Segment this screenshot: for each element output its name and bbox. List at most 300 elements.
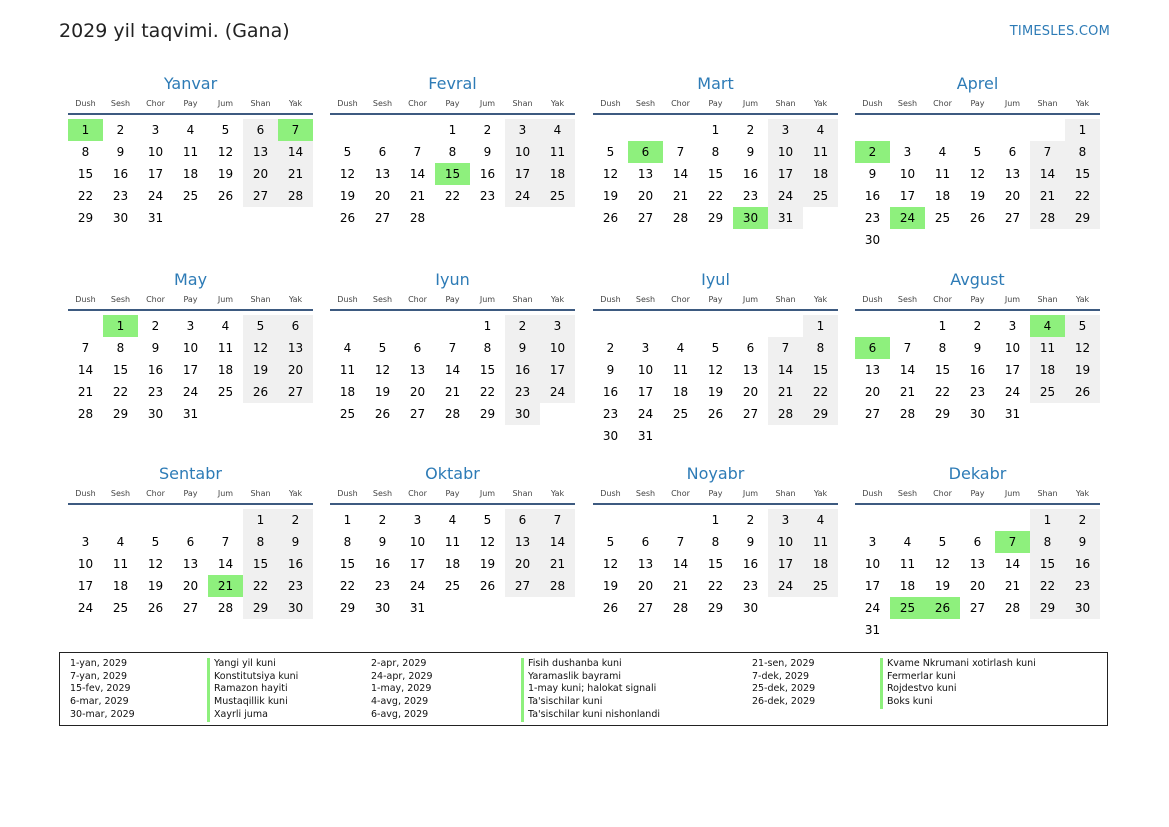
day-cell: 8	[116, 341, 125, 355]
legend-date: 1-yan, 2029	[70, 658, 127, 669]
day-cell: 25	[1030, 381, 1065, 403]
day-cell: 15	[339, 557, 356, 571]
holiday-day-cell: 24	[890, 207, 925, 229]
day-cell: 11	[899, 557, 916, 571]
day-cell: 12	[1065, 337, 1100, 359]
day-cell: 19	[602, 579, 619, 593]
day-cell: 23	[278, 575, 313, 597]
day-cell: 11	[339, 363, 356, 377]
day-cell: 28	[409, 211, 426, 225]
weekday-label: Jum	[742, 295, 759, 304]
day-cell: 12	[969, 167, 986, 181]
day-cell: 5	[378, 341, 387, 355]
day-cell: 28	[1004, 601, 1021, 615]
day-cell: 19	[602, 189, 619, 203]
day-cell: 31	[182, 407, 199, 421]
day-cell: 19	[243, 359, 278, 381]
weekday-label: Yak	[288, 489, 303, 498]
day-cell: 4	[676, 341, 685, 355]
weekday-label: Chor	[933, 295, 952, 304]
day-cell: 30	[112, 211, 129, 225]
day-cell: 13	[409, 363, 426, 377]
legend-holiday: Yaramaslik bayrami	[521, 671, 660, 684]
day-cell: 25	[540, 185, 575, 207]
day-cell: 24	[540, 381, 575, 403]
day-cell: 9	[606, 363, 615, 377]
day-cell: 29	[707, 601, 724, 615]
day-cell: 10	[637, 363, 654, 377]
day-cell: 11	[444, 535, 461, 549]
month-noyabr	[593, 463, 838, 619]
day-cell: 2	[483, 123, 492, 137]
day-cell: 19	[707, 385, 724, 399]
day-cell: 29	[1030, 597, 1065, 619]
weekday-label: Jum	[1004, 295, 1021, 304]
day-cell: 10	[147, 145, 164, 159]
weekday-label: Yak	[550, 99, 565, 108]
month-may	[68, 269, 313, 425]
day-cell: 23	[602, 407, 619, 421]
day-cell: 20	[374, 189, 391, 203]
day-cell: 6	[278, 315, 313, 337]
month-name: May	[173, 270, 208, 289]
weekday-label: Shan	[250, 99, 271, 108]
legend-holiday: Ta'sischilar kuni nishonlandi	[521, 709, 660, 722]
weekday-label: Sesh	[897, 99, 918, 108]
day-cell: 5	[711, 341, 720, 355]
day-cell: 11	[182, 145, 199, 159]
day-cell: 27	[969, 601, 986, 615]
month-mart	[593, 73, 838, 229]
day-cell: 13	[374, 167, 391, 181]
day-cell: 29	[243, 597, 278, 619]
weekday-label: Sesh	[897, 295, 918, 304]
day-cell: 12	[479, 535, 496, 549]
day-cell: 23	[864, 211, 881, 225]
day-cell: 14	[768, 359, 803, 381]
day-cell: 24	[182, 385, 199, 399]
legend-holiday: Kvame Nkrumani xotirlash kuni	[880, 658, 1036, 671]
holiday-day-cell: 21	[208, 575, 243, 597]
legend-holiday: Fermerlar kuni	[880, 671, 1036, 684]
day-cell: 24	[147, 189, 164, 203]
day-cell: 27	[409, 407, 426, 421]
legend-date: 15-fev, 2029	[70, 683, 131, 695]
day-cell: 23	[742, 189, 759, 203]
day-grid	[855, 311, 1100, 425]
day-grid	[593, 311, 838, 447]
day-cell: 10	[899, 167, 916, 181]
day-cell: 26	[707, 407, 724, 421]
day-cell: 24	[864, 601, 881, 615]
day-cell: 27	[182, 601, 199, 615]
weekday-header	[593, 487, 838, 505]
weekday-header	[68, 293, 313, 311]
weekday-label: Shan	[512, 295, 533, 304]
day-cell: 11	[803, 531, 838, 553]
day-cell: 28	[444, 407, 461, 421]
holiday-day-cell: 1	[103, 315, 138, 337]
day-grid	[593, 115, 838, 229]
day-cell: 29	[112, 407, 129, 421]
day-cell: 12	[602, 167, 619, 181]
day-cell: 14	[672, 167, 689, 181]
day-cell: 2	[746, 123, 755, 137]
day-cell: 18	[112, 579, 129, 593]
day-cell: 10	[505, 141, 540, 163]
day-cell: 22	[934, 385, 951, 399]
day-cell: 8	[243, 531, 278, 553]
day-cell: 16	[864, 189, 881, 203]
day-cell: 29	[77, 211, 94, 225]
weekday-label: Dush	[337, 295, 358, 304]
weekday-label: Chor	[146, 99, 165, 108]
day-cell: 8	[1065, 141, 1100, 163]
day-cell: 26	[1065, 381, 1100, 403]
day-cell: 7	[903, 341, 912, 355]
legend-date: 25-dek, 2029	[752, 683, 816, 695]
weekday-label: Pay	[970, 489, 985, 498]
day-cell: 17	[864, 579, 881, 593]
day-cell: 1	[711, 123, 720, 137]
weekday-label: Shan	[1037, 295, 1058, 304]
day-cell: 22	[1065, 185, 1100, 207]
day-cell: 7	[1030, 141, 1065, 163]
day-cell: 1	[1065, 119, 1100, 141]
day-cell: 3	[186, 319, 195, 333]
day-cell: 18	[672, 385, 689, 399]
day-cell: 9	[973, 341, 982, 355]
holiday-day-cell: 15	[435, 163, 470, 185]
day-cell: 24	[409, 579, 426, 593]
day-cell: 16	[742, 167, 759, 181]
day-cell: 1	[483, 319, 492, 333]
day-cell: 3	[505, 119, 540, 141]
day-cell: 22	[243, 575, 278, 597]
weekday-label: Shan	[775, 295, 796, 304]
weekday-label: Jum	[479, 295, 496, 304]
day-cell: 20	[243, 163, 278, 185]
brand-link[interactable]: TIMESLES.COM	[1009, 24, 1110, 39]
weekday-label: Shan	[775, 489, 796, 498]
day-cell: 18	[444, 557, 461, 571]
day-cell: 4	[186, 123, 195, 137]
day-cell: 22	[707, 579, 724, 593]
day-cell: 15	[77, 167, 94, 181]
day-cell: 27	[637, 601, 654, 615]
weekday-label: Yak	[813, 489, 828, 498]
day-cell: 5	[151, 535, 160, 549]
day-cell: 26	[339, 211, 356, 225]
month-name: Fevral	[428, 74, 477, 93]
legend-holiday: Ta'sischilar kuni	[521, 696, 660, 709]
holiday-legend	[59, 652, 1108, 726]
legend-holiday: Boks kuni	[880, 696, 1036, 709]
day-cell: 25	[444, 579, 461, 593]
day-cell: 16	[1065, 553, 1100, 575]
day-cell: 27	[742, 407, 759, 421]
legend-date: 21-sen, 2029	[752, 658, 815, 669]
day-cell: 16	[374, 557, 391, 571]
weekday-label: Pay	[183, 99, 198, 108]
day-cell: 21	[1030, 185, 1065, 207]
day-cell: 3	[151, 123, 160, 137]
day-cell: 2	[1065, 509, 1100, 531]
month-fevral	[330, 73, 575, 229]
day-cell: 24	[1004, 385, 1021, 399]
month-name: Oktabr	[425, 464, 480, 483]
weekday-label: Yak	[813, 99, 828, 108]
day-cell: 10	[409, 535, 426, 549]
day-cell: 15	[803, 359, 838, 381]
day-cell: 15	[1065, 163, 1100, 185]
month-name: Noyabr	[686, 464, 745, 483]
day-cell: 7	[540, 509, 575, 531]
day-cell: 3	[768, 119, 803, 141]
day-cell: 27	[1004, 211, 1021, 225]
weekday-label: Pay	[970, 295, 985, 304]
legend-date: 24-apr, 2029	[371, 670, 433, 682]
day-cell: 29	[339, 601, 356, 615]
weekday-label: Dush	[75, 489, 96, 498]
day-cell: 13	[637, 167, 654, 181]
day-cell: 31	[1004, 407, 1021, 421]
day-cell: 2	[116, 123, 125, 137]
day-cell: 4	[803, 509, 838, 531]
legend-date: 2-apr, 2029	[371, 658, 427, 669]
legend-dates-col-2	[371, 658, 433, 722]
weekday-label: Shan	[1037, 489, 1058, 498]
day-cell: 26	[969, 211, 986, 225]
legend-date: 1-may, 2029	[371, 683, 432, 695]
weekday-label: Yak	[813, 295, 828, 304]
month-iyun	[330, 269, 575, 425]
day-cell: 14	[77, 363, 94, 377]
day-cell: 30	[147, 407, 164, 421]
day-cell: 1	[803, 315, 838, 337]
weekday-label: Sesh	[110, 489, 131, 498]
day-cell: 11	[934, 167, 951, 181]
day-cell: 8	[803, 337, 838, 359]
day-cell: 20	[742, 385, 759, 399]
weekday-label: Sesh	[897, 489, 918, 498]
day-cell: 4	[540, 119, 575, 141]
day-cell: 7	[413, 145, 422, 159]
day-cell: 24	[637, 407, 654, 421]
month-name: Iyun	[435, 270, 470, 289]
day-cell: 18	[217, 363, 234, 377]
day-cell: 22	[77, 189, 94, 203]
day-cell: 23	[374, 579, 391, 593]
month-name: Aprel	[956, 74, 999, 93]
day-cell: 20	[182, 579, 199, 593]
day-cell: 10	[768, 531, 803, 553]
day-cell: 13	[182, 557, 199, 571]
day-cell: 13	[1004, 167, 1021, 181]
day-cell: 1	[343, 513, 352, 527]
day-cell: 21	[540, 553, 575, 575]
weekday-label: Sesh	[635, 489, 656, 498]
day-cell: 14	[1030, 163, 1065, 185]
weekday-header	[593, 293, 838, 311]
day-cell: 22	[339, 579, 356, 593]
month-aprel	[855, 73, 1100, 251]
legend-holiday: Konstitutsiya kuni	[207, 671, 298, 684]
weekday-label: Dush	[862, 99, 883, 108]
day-cell: 5	[343, 145, 352, 159]
month-iyul	[593, 269, 838, 447]
day-cell: 3	[540, 315, 575, 337]
day-cell: 18	[339, 385, 356, 399]
day-cell: 24	[768, 185, 803, 207]
day-cell: 17	[505, 163, 540, 185]
day-cell: 16	[505, 359, 540, 381]
day-cell: 2	[606, 341, 615, 355]
day-cell: 27	[864, 407, 881, 421]
weekday-label: Jum	[217, 489, 234, 498]
day-cell: 7	[448, 341, 457, 355]
month-oktabr	[330, 463, 575, 619]
month-sentabr	[68, 463, 313, 619]
month-name: Iyul	[701, 270, 730, 289]
weekday-label: Jum	[217, 295, 234, 304]
weekday-label: Jum	[742, 489, 759, 498]
day-cell: 17	[899, 189, 916, 203]
day-cell: 19	[479, 557, 496, 571]
weekday-label: Yak	[1075, 99, 1090, 108]
day-cell: 4	[116, 535, 125, 549]
day-cell: 17	[182, 363, 199, 377]
day-cell: 10	[1004, 341, 1021, 355]
day-grid	[68, 115, 313, 229]
month-yanvar	[68, 73, 313, 229]
day-cell: 13	[742, 363, 759, 377]
day-cell: 19	[374, 385, 391, 399]
day-cell: 9	[151, 341, 160, 355]
day-cell: 9	[378, 535, 387, 549]
day-cell: 23	[742, 579, 759, 593]
day-cell: 10	[768, 141, 803, 163]
day-cell: 28	[1030, 207, 1065, 229]
weekday-label: Pay	[445, 295, 460, 304]
day-cell: 21	[672, 189, 689, 203]
weekday-header	[330, 97, 575, 115]
day-cell: 17	[768, 553, 803, 575]
day-cell: 10	[540, 337, 575, 359]
day-cell: 20	[637, 579, 654, 593]
day-cell: 20	[637, 189, 654, 203]
day-cell: 3	[81, 535, 90, 549]
day-cell: 28	[672, 211, 689, 225]
day-cell: 11	[112, 557, 129, 571]
legend-date: 30-mar, 2029	[70, 708, 135, 720]
day-cell: 16	[278, 553, 313, 575]
day-cell: 28	[768, 403, 803, 425]
day-cell: 14	[444, 363, 461, 377]
day-cell: 30	[602, 429, 619, 443]
day-cell: 21	[768, 381, 803, 403]
weekday-label: Jum	[217, 99, 234, 108]
day-cell: 13	[278, 337, 313, 359]
day-cell: 15	[112, 363, 129, 377]
day-grid	[330, 311, 575, 425]
day-cell: 8	[711, 535, 720, 549]
day-cell: 26	[217, 189, 234, 203]
day-cell: 28	[672, 601, 689, 615]
day-cell: 8	[483, 341, 492, 355]
weekday-label: Sesh	[110, 99, 131, 108]
day-grid	[855, 115, 1100, 251]
weekday-label: Shan	[512, 489, 533, 498]
day-cell: 8	[343, 535, 352, 549]
weekday-label: Pay	[183, 295, 198, 304]
day-cell: 30	[742, 601, 759, 615]
weekday-label: Sesh	[372, 489, 393, 498]
day-cell: 25	[112, 601, 129, 615]
day-cell: 6	[413, 341, 422, 355]
day-cell: 9	[505, 337, 540, 359]
day-cell: 28	[77, 407, 94, 421]
day-cell: 16	[742, 557, 759, 571]
day-cell: 20	[864, 385, 881, 399]
weekday-header	[593, 97, 838, 115]
month-name: Avgust	[950, 270, 1005, 289]
day-cell: 29	[934, 407, 951, 421]
weekday-label: Dush	[75, 295, 96, 304]
day-cell: 31	[864, 623, 881, 637]
day-cell: 18	[899, 579, 916, 593]
day-cell: 30	[1065, 597, 1100, 619]
day-cell: 8	[711, 145, 720, 159]
day-cell: 23	[1065, 575, 1100, 597]
day-cell: 30	[864, 233, 881, 247]
day-cell: 9	[746, 535, 755, 549]
day-cell: 29	[479, 407, 496, 421]
weekday-label: Yak	[288, 99, 303, 108]
day-cell: 10	[77, 557, 94, 571]
day-cell: 11	[672, 363, 689, 377]
holiday-day-cell: 6	[628, 141, 663, 163]
weekday-label: Chor	[408, 295, 427, 304]
day-cell: 31	[409, 601, 426, 615]
weekday-label: Shan	[512, 99, 533, 108]
day-cell: 18	[803, 553, 838, 575]
day-cell: 25	[803, 575, 838, 597]
day-grid	[68, 505, 313, 619]
weekday-label: Chor	[933, 99, 952, 108]
day-cell: 19	[934, 579, 951, 593]
day-cell: 13	[864, 363, 881, 377]
weekday-header	[855, 97, 1100, 115]
day-cell: 6	[641, 535, 650, 549]
legend-names-col-1	[207, 658, 298, 722]
day-cell: 6	[186, 535, 195, 549]
day-cell: 23	[505, 381, 540, 403]
day-cell: 18	[1030, 359, 1065, 381]
day-cell: 22	[479, 385, 496, 399]
day-grid	[855, 505, 1100, 641]
holiday-day-cell: 7	[995, 531, 1030, 553]
day-cell: 20	[969, 579, 986, 593]
day-cell: 7	[676, 145, 685, 159]
weekday-label: Yak	[550, 295, 565, 304]
weekday-label: Chor	[933, 489, 952, 498]
day-cell: 11	[803, 141, 838, 163]
weekday-label: Pay	[708, 295, 723, 304]
weekday-label: Jum	[479, 99, 496, 108]
legend-date: 6-mar, 2029	[70, 696, 129, 708]
day-cell: 15	[934, 363, 951, 377]
